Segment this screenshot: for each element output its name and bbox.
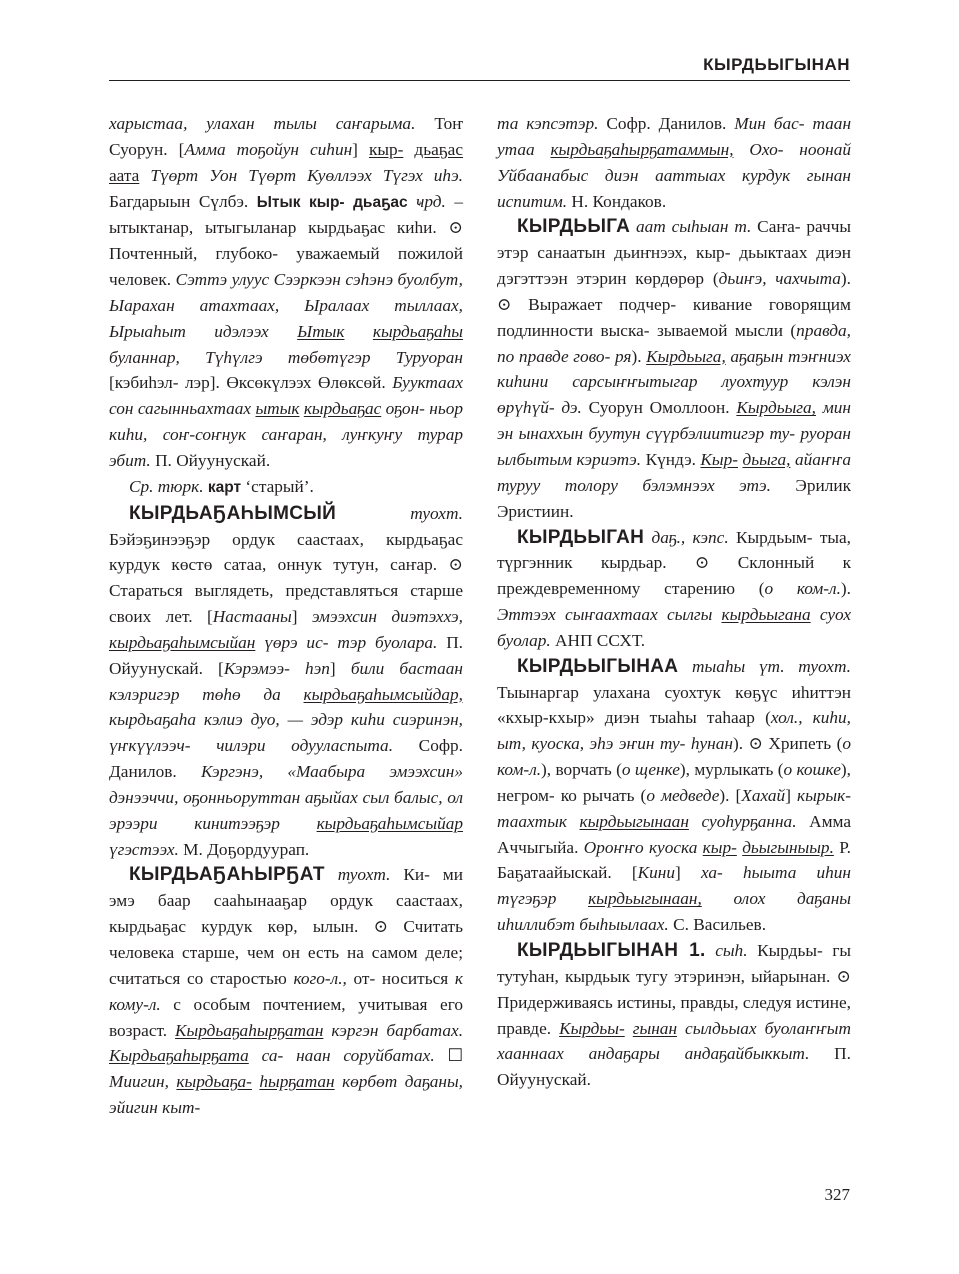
text-run: гынан [632,1018,678,1038]
text-run: андаҕары андаҕайбыккыт. [588,1044,810,1064]
text-run: олох даҕаны иһиллибэт быһыылаах. [497,889,851,935]
text-run: этэ. [739,475,771,495]
text-run: көрбөт даҕаны, эйигин кыт- [109,1072,463,1118]
text-run: таахтык [497,811,567,831]
text-run: кырдьаҕаһымсыйар [316,813,463,833]
text-run: с особым почтением, [173,994,346,1014]
text-run: һунан [690,734,733,754]
text-run: харыстаа, улахан тылы саҥарыма. [109,114,416,133]
text-run: буланнар, [109,347,180,367]
text-run: от- [353,968,376,988]
text-run: П. Ойуунускай. [497,1044,851,1090]
text-run: о ком-л. [764,579,841,599]
text-run: туохт. [337,865,391,885]
text-run: тыа, түргэнник кырдьар. ⊙ Склонный к [497,527,851,573]
text-run: кырдьаҕаһа кэлиэ [109,710,243,730]
etymology-note [109,474,463,501]
text-run: правды, следуя истине, правде. [497,992,851,1038]
text-run: ] [675,863,681,883]
text-run: туохт. [410,503,463,523]
text-run: сарсыҥҥытыгар луохтуур кэлэн өрүһүй- [497,372,851,418]
headword: КЫРДЬЫГА [517,216,631,238]
text-run: кырдьаҕа- [176,1072,252,1092]
text-run: сыһ. [715,941,748,960]
text-run: Бэйэҕинээҕэр ордук саастаах, кырдьаҕас [109,529,463,549]
entry-continuation [497,111,851,214]
text-run: Ки- [403,865,430,885]
text-run: уважаемый пожилой человек. [109,244,463,290]
text-run: Кырдьыга, [646,346,726,366]
text-run: учитывая его возраст. [109,994,464,1040]
text-run: ( [712,269,719,289]
text-run: кыр- [368,139,404,159]
text-run: Кини [637,863,675,883]
text-run: кырдьаҕас [303,399,382,419]
text-run: кого-л., [293,968,347,988]
text-run: зываемой мысли ( [656,320,797,340]
page-number: 327 [824,1185,850,1204]
text-run: курдук көстө сатаа, оннук тутун, саҥар. [109,555,438,575]
text-run: Амма Аччыгыйа. [497,811,852,857]
left-column [109,111,463,1121]
text-run: Кырдьаҕаһырҕата [109,1046,249,1066]
text-run: Кырдьыга, [736,398,816,418]
dictionary-entry [497,938,851,1093]
text-run: иһиттэн «кхыр-кхыр» диэн тыаһы таһаар [497,682,851,728]
text-run: Мин бас- [734,114,805,133]
text-run: ( [616,760,622,780]
text-run: Кырдьы- [559,1018,625,1038]
text-run: человека старше, чем он есть на самом [109,943,418,962]
text-run: суоһурҕанна. [701,811,797,831]
text-run: ха- [700,863,723,883]
text-run: үөрэ ис- [264,632,329,652]
text-run: хол., киһи, ыт, куоска, эһэ эҥин ту- [497,708,852,754]
text-run: ынаххын буутун сүүрбэлиитигэр ту- [518,424,796,444]
text-run: ( [765,708,771,728]
text-run: дуо, — эдэр киһи сиэринэн, үҥкүүлээч- [109,710,463,756]
text-run: деле; считаться со старостью [109,943,463,988]
text-run: эрээри кинитээҕэр [109,813,280,833]
text-run: Эрилик Эристиин. [497,475,851,521]
text-run: Тоҥ [434,114,463,133]
text-run: гы тутуһан, кырдьык тугу этэринэн, [497,941,852,986]
text-run: улуус Сээркээн сэһэнэ буолбут, Ыарахан [109,270,464,315]
text-run: кырдьыгана [721,605,811,625]
text-run: кыр- [702,837,737,857]
text-run: Түһүлгэ төбөтүгэр Туруоран [205,347,463,367]
text-run: к кому-л. [109,968,463,1014]
text-run: дьыга, [742,449,791,469]
text-run: П. Ойуунускай. [ [109,632,463,678]
text-run: һырҕатан [259,1072,335,1092]
text-run: эмээхсин [311,607,377,627]
text-run: тыаһы үт. [692,656,785,676]
text-run: руоран ылбытым кэриэтэ. [497,424,851,469]
text-run: преждевременному старению ( [497,579,765,599]
text-run: ] [352,139,369,159]
text-run: кэргэн барбатах. [331,1020,464,1040]
text-run: карт [207,478,242,496]
headword: КЫРДЬЫГАН [517,526,645,548]
text-run: атахтаах, Ыралаах тыллаах, Ырыаһыт [109,295,463,341]
text-run: чилэри одууласпыта. [216,736,394,756]
text-run: Кырдьаҕаһырҕатан [175,1020,324,1040]
text-run: ⊙ Стараться выглядеть, представляться [109,555,463,601]
text-run: үгэстээх. [109,839,179,859]
text-run: Кырдьым- [735,527,813,547]
text-run: айаҥҥа туруу толору бэлэмнээх [497,449,852,495]
text-run: [кэбиһэл- [109,373,179,393]
text-run: аҕаҕын тэҥниэх киһини [497,346,851,392]
text-run: аата [109,165,140,185]
text-run: Р. Баҕатаайыскай. [ [497,837,851,883]
text-run: даҕ., кэпс. [651,527,729,547]
text-run: – ытыктанар, ытыгыланар [109,191,463,238]
header-rule [109,80,850,81]
text-run: дьаҕас [414,139,463,159]
text-run: АНП ССХТ. [555,630,646,650]
text-run: кырдьаҕас киһи. ⊙ Почтенный, глубоко- [109,218,463,264]
text-run: ), негром- [497,760,851,805]
text-run: кырдьаҕас курдук көр, ылын. ⊙ Считать [109,917,463,937]
text-run: М. Доҕордуурап. [183,839,310,859]
text-run: наан соруйбатах. [296,1046,435,1066]
text-run: идэлээх [214,321,269,341]
text-run: дьиҥэ, чахчыта [718,269,841,289]
text-run: кырык- [797,785,851,805]
text-run: ). [631,346,642,366]
entry-continuation [109,111,463,474]
text-run: носиться [381,968,449,988]
text-run: Суорун Омоллоон. [588,398,730,418]
text-run: дэ. [561,398,582,418]
text-run: мин эн [497,398,852,444]
text-run: ] [329,658,336,678]
text-run: Миигин, [109,1072,169,1092]
text-run: кырдьаҕаһы [372,321,463,341]
text-run: ] [291,607,298,627]
text-run: туохт. [798,656,851,676]
dictionary-entry [109,501,463,863]
text-run: кырдьаҕаһырҕатаммын, [550,139,734,159]
text-run: Эттээх сыҥаахтаах сылгы [497,605,713,625]
text-run: старше своих лет. [ [109,581,464,627]
headword: КЫРДЬАҔАҺЫМСЫЙ [129,502,337,524]
text-run: ). ⊙ Хрипеть ( [732,734,843,754]
text-run: о щенке [621,760,680,780]
text-run: ытык [255,399,300,419]
text-run: ми эмэ баар сааһынааҕар ордук саастаах, [109,865,463,911]
headword: КЫРДЬЫГЫНАА [517,655,679,677]
text-run: ). ⊙ Выражает подчер- [497,269,851,314]
text-run: Ороҥҥо куоска [583,837,698,857]
headword: КЫРДЬЫГЫНАН 1. [517,940,706,961]
text-run: С. Васильев. [673,915,767,935]
text-run: ). [840,579,851,599]
text-run: ), мурлыкать ( [679,760,784,780]
text-run: П. Ойуунускай. [155,450,271,470]
running-head: КЫРДЬЫГЫНАН [703,55,850,74]
dictionary-entry [109,862,463,1120]
text-run: Амма тоҕойун сиһин [184,139,353,159]
text-run: Суорун. [ [109,139,185,159]
text-run: Сэттэ [175,270,228,290]
dictionary-entry [497,525,851,654]
text-run: ‘старый’. [245,476,314,496]
text-run: Түөрт Уон Түөрт Куөллээх [150,165,372,185]
text-run: Ытык [297,321,345,341]
text-run: аат сыһыан т. [636,217,752,237]
text-run: дьыгыныыр. [742,837,834,857]
text-run: Ытык кыр- [256,193,345,211]
text-run: кырдьаҕаһымсыйдар, [303,684,463,704]
text-run: ] [785,785,791,805]
text-run: та кэпсэтэр. [497,114,599,133]
text-run: лэр]. Өксөкүлээх Өлөксөй. [185,373,386,393]
right-column [497,111,851,1093]
text-run: Түгэх иһэ. [382,165,464,185]
text-run: ), ворчать [541,760,612,780]
text-run: суох буолар. [497,605,851,650]
text-run: тэр буолара. [337,632,438,652]
text-run: о кошке [783,760,841,780]
text-run: ☐ [447,1046,463,1066]
text-run: ря [614,346,632,366]
text-run: кырдьаҕаһымсыйан [109,632,256,652]
text-run: Н. Кондаков. [571,191,667,211]
text-run: Багдарыын Сүлбэ. [109,191,249,211]
text-run: Хахай [741,785,786,805]
text-run: Настааны [212,607,292,627]
text-run: Бууктаах сон [109,373,464,419]
text-run: дьаҕас [353,193,408,211]
text-run: Кырдьы- [757,941,823,960]
text-run: Кэрэмээ- [223,658,290,678]
text-run: Саҥа- [757,217,801,237]
text-run: ньор киһи, соҥ-соҥнук саҥаран, луҥкуҥу [109,399,463,445]
text-run: Кэргэнэ, «Маабыра эмээхсин» дэнээччи, [109,762,464,807]
text-run: Софр. Данилов. [606,114,727,133]
text-run: һэп [305,658,330,678]
headword: КЫРДЬАҔАҺЫРҔАТ [129,864,325,886]
dictionary-entry [497,214,851,524]
text-run: һыыта иһин түгэҕэр [497,863,851,909]
text-run: кивание говорящим подлинности выска- [497,294,851,340]
text-run: дьыктаах диэн дэгэттээн этэрин көрдөрөр [497,243,851,289]
text-run: турар эбит. [109,425,463,470]
dictionary-entry [497,654,851,938]
text-run: Охо- [749,139,784,159]
text-run: таан утаа [497,114,852,159]
text-run: кырдьыгынаан, [588,889,702,909]
text-run: са- [261,1046,284,1066]
text-run: оҕонньоруттан аҕыйах сыл балыс, ол [183,787,463,807]
text-run: били бастаан кэлэригэр төһө да [109,658,463,704]
text-run: диэтэххэ, [391,607,463,627]
text-run: сылдьыах буолаҥҥыт хааннаах [497,1018,851,1064]
text-run: ко рычать ( [560,785,647,805]
text-run: правда, по правде гово- [497,320,851,366]
text-run: Күндэ. [645,449,696,469]
text-run: Ср. тюрк. [129,476,204,496]
text-run: Софр. Данилов. [109,736,463,782]
text-run: раччы этэр санаатын дьиҥнээх, кыр- [497,217,852,263]
text-run: о ком-л. [497,734,851,780]
text-run: Кыр- [700,449,738,469]
text-run: Тыынаргар улахана суохтук көҕүс [497,682,778,702]
text-run: курдук гынан испитим. [497,165,851,211]
text-run: ). [ [719,785,742,805]
text-run: сагынньахтаах [137,399,252,419]
text-run: ноонай Уйбаанабыс диэн ааттыах [497,139,851,185]
text-run: о медведе [646,785,720,805]
text-run: кырдьыгынаан [579,811,689,831]
text-run: оҕон- [385,399,425,419]
text-run: ыйарынан. ⊙ Придерживаясь истины, [497,966,851,1012]
text-run: ҹрд. [416,191,446,211]
